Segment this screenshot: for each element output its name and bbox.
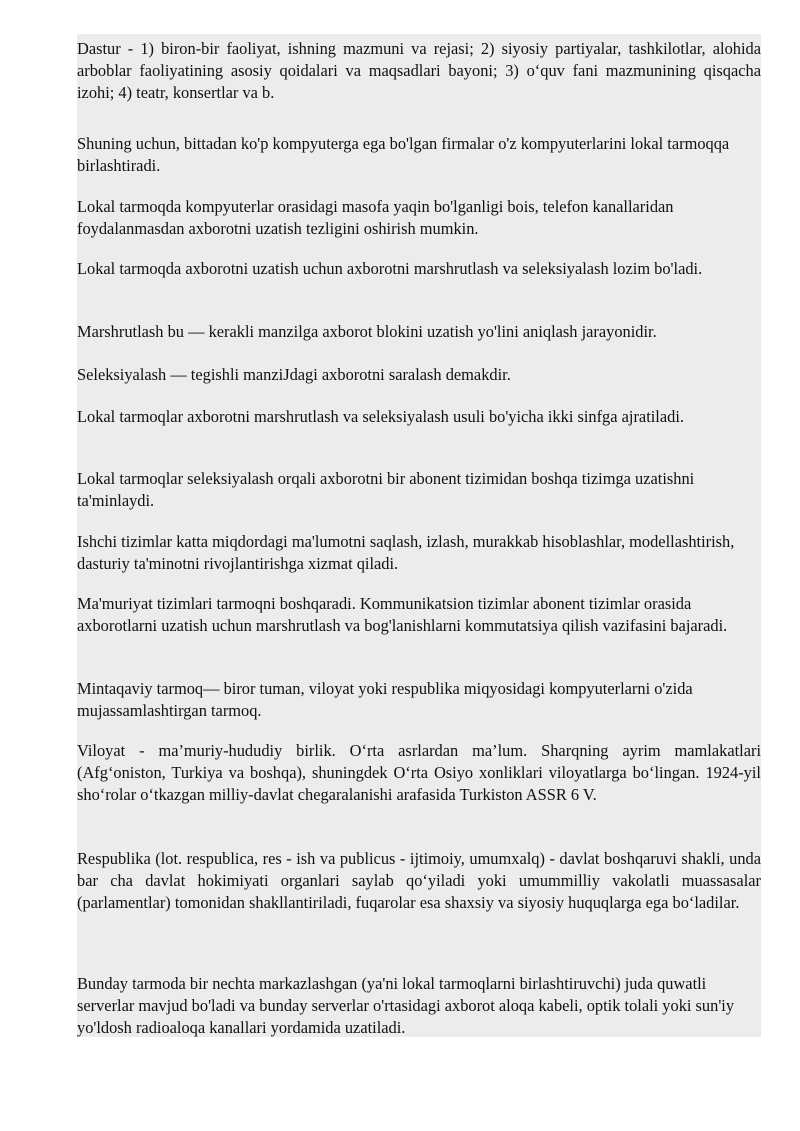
paragraph-seleksiyalash: Seleksiyalash — tegishli manziJdagi axborotni saralash demakdir. (77, 365, 511, 384)
text-block (77, 34, 761, 1037)
paragraph-lokal-birlashtirish: Shuning uchun, bittadan ko'p kompyuterga ega bo'lgan firmalar o'z kompyuterlarini lokal tarmoqqa birlashtiradi. (77, 134, 730, 175)
paragraph-lokal-abonent: Lokal tarmoqlar seleksiyalash orqali axborotni bir abonent tizimidan boshqa tizimga uzatishni ta'minlaydi. (77, 469, 695, 510)
paragraph-dastur: Dastur - 1) biron-bir faoliyat, ishning mazmuni va rejasi; 2) siyosiy partiyalar, tashkilotlar, alohida arboblar faoliyatining asosiy qoidalari va maqsadlari bayoni; 3) o‘quv fani mazmunining qisqacha izohi; 4) teatr, konsertlar va b. (77, 39, 761, 102)
paragraph-bunday-tarmoq: Bunday tarmoda bir nechta markazlashgan (ya'ni lokal tarmoqlarni birlashtiruvchi) juda quwatli serverlar mavjud bo'ladi va bunday serverlar o'rtasidagi axborot aloqa kabeli, optik tolali yoki sun'iy yo'ldosh radioaloqa kanallari yordamida uzatiladi. (77, 974, 735, 1037)
paragraph-lokal-uzatish: Lokal tarmoqda axborotni uzatish uchun axborotni marshrutlash va seleksiyalash lozim bo'ladi. (77, 259, 703, 278)
paragraph-mintaqaviy: Mintaqaviy tarmoq— biror tuman, viloyat yoki respublika miqyosidagi kompyuterlarni o'zida mujassamlashtirgan tarmoq. (77, 679, 693, 720)
paragraph-marshrutlash: Marshrutlash bu — kerakli manzilga axborot blokini uzatish yo'lini aniqlash jarayonidir. (77, 322, 657, 341)
paragraph-lokal-masofa: Lokal tarmoqda kompyuterlar orasidagi masofa yaqin bo'lganligi bois, telefon kanallaridan foydalanmasdan axborotni uzatish tezligini oshirish mumkin. (77, 197, 674, 238)
paragraph-respublika: Respublika (lot. respublica, res - ish va publicus - ijtimoiy, umumxalq) - davlat boshqaruvi shakli, unda bar cha davlat hokimiyati organlari saylab qo‘yiladi yoki umummilliy vakolatli muassasalar (parlamentlar) tomonidan shakllantiriladi, fuqarolar esa shaxsiy va siyosiy huquqlarga ega bo‘ladilar. (77, 849, 761, 912)
paragraph-lokal-sinflar: Lokal tarmoqlar axborotni marshrutlash va seleksiyalash usuli bo'yicha ikki sinfga ajratiladi. (77, 407, 684, 426)
paragraph-ishchi-tizimlar: Ishchi tizimlar katta miqdordagi ma'lumotni saqlash, izlash, murakkab hisoblashlar, modellashtirish, dasturiy ta'minotni rivojlantirishga xizmat qiladi. (77, 532, 735, 573)
paragraph-mamuriyat: Ma'muriyat tizimlari tarmoqni boshqaradi. Kommunikatsion tizimlar abonent tizimlar orasida axborotlarni uzatish uchun marshrutlash va bog'lanishlarni kommutatsiya qilish vazifasini bajaradi. (77, 594, 728, 635)
paragraph-viloyat: Viloyat - ma’muriy-hududiy birlik. O‘rta asrlardan ma’lum. Sharqning ayrim mamlakatlari (Afg‘oniston, Turkiya va boshqa), shuningdek O‘rta Osiyo xonliklari viloyatlarga bo‘lingan. 1924-yil sho‘rolar o‘tkazgan milliy-davlat chegaralanishi arafasida Turkiston ASSR 6 V. (77, 741, 761, 804)
